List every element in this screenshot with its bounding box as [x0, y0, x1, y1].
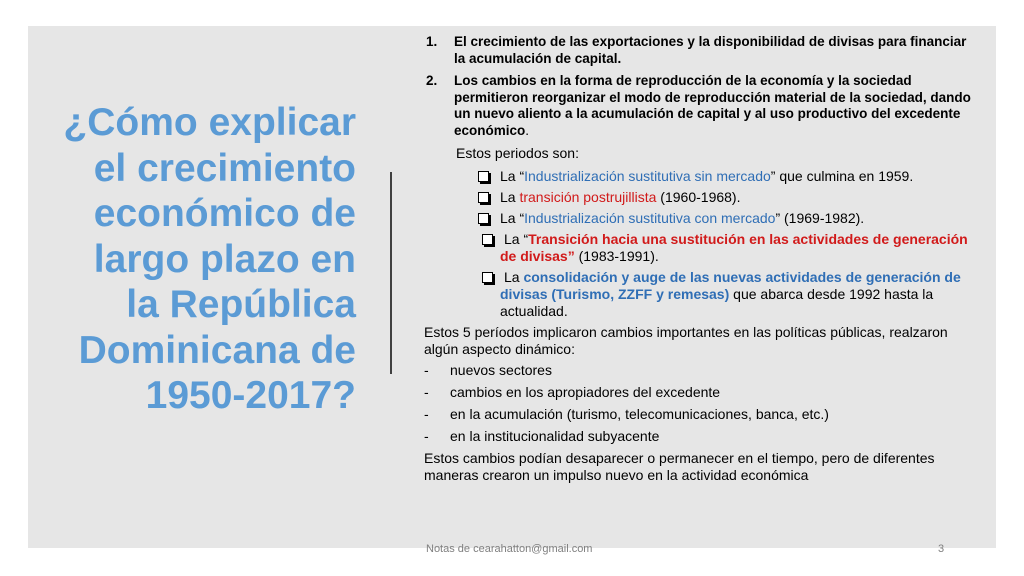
dash-bullet: - [424, 406, 429, 422]
change-text: cambios en los apropiadores del excedente [450, 384, 721, 400]
period-highlight: Industrialización sustitutiva sin mercado [524, 168, 771, 184]
change-text: en la institucionalidad subyacente [450, 428, 660, 444]
period-post: ” (1969-1982). [775, 210, 865, 226]
period-highlight: consolidación y auge de las nuevas actividades de generación de divisas (Turismo, ZZFF y remesas) [500, 269, 961, 302]
change-item-3 [424, 406, 996, 423]
period-item-1 [424, 168, 980, 185]
closing-text: Estos cambios podían desaparecer o permanecer en el tiempo, pero de diferentes maneras crearon un impulso nuevo en la actividad económica [424, 450, 935, 483]
item-number: 2. [426, 73, 438, 88]
dash-bullet: - [424, 362, 429, 378]
checkbox-bullet-icon [478, 213, 489, 224]
period-pre: La “ [504, 231, 529, 247]
page-number: 3 [938, 543, 945, 555]
period-item-3 [424, 210, 980, 227]
dash-bullet: - [424, 384, 429, 400]
periods-title: Estos periodos son: [456, 145, 579, 161]
change-item-2 [424, 384, 996, 401]
numbered-item-2 [424, 73, 979, 139]
period-highlight: transición postrujillista [519, 189, 657, 205]
period-item-4 [424, 231, 980, 265]
change-text: en la acumulación (turismo, telecomunicaciones, banca, etc.) [450, 406, 829, 422]
dash-bullet: - [424, 428, 429, 444]
change-item-4 [424, 428, 996, 445]
period-post: (1960-1968). [656, 189, 741, 205]
item-number: 1. [426, 34, 438, 49]
period-pre: La [504, 269, 524, 285]
vertical-divider [390, 172, 392, 374]
change-item-1 [424, 362, 996, 379]
item-text: El crecimiento de las exportaciones y la disponibilidad de divisas para financiar la acumulación de capital. [454, 34, 967, 66]
checkbox-bullet-icon [482, 234, 493, 245]
period-item-5 [424, 269, 980, 320]
period-pre: La “ [500, 168, 525, 184]
footer-note: Notas de cearahatton@gmail.com [426, 543, 593, 555]
period-pre: La “ [500, 210, 525, 226]
numbered-item-1 [424, 34, 979, 67]
change-text: nuevos sectores [450, 362, 552, 378]
period-highlight: Industrialización sustitutiva con mercado [524, 210, 776, 226]
period-highlight: Transición hacia una sustitución en las actividades de generación de divisas” [500, 231, 968, 264]
period-post: ” que culmina en 1959. [770, 168, 914, 184]
checkbox-bullet-icon [478, 171, 489, 182]
checkbox-bullet-icon [478, 192, 489, 203]
slide-title: ¿Cómo explicar el crecimiento económico de largo plazo en la República Dominicana de 1950-2017? [63, 101, 356, 417]
period-item-2 [424, 189, 980, 206]
item-text: Los cambios en la forma de reproducción de la economía y la sociedad permitieron reorganizar el modo de reproducción material de la sociedad, dando un nuevo aliento a la acumulación de capital y al uso productivo del excedente económico [454, 73, 971, 138]
period-pre: La [500, 189, 520, 205]
period-post: (1983-1991). [574, 248, 659, 264]
checkbox-bullet-icon [482, 272, 493, 283]
changes-intro: Estos 5 períodos implicaron cambios importantes en las políticas públicas, realzaron algún aspecto dinámico: [424, 324, 948, 357]
slide-content [424, 34, 996, 484]
item-tail: . [525, 122, 530, 138]
period-post: que abarca desde 1992 hasta la actualidad. [500, 286, 934, 319]
